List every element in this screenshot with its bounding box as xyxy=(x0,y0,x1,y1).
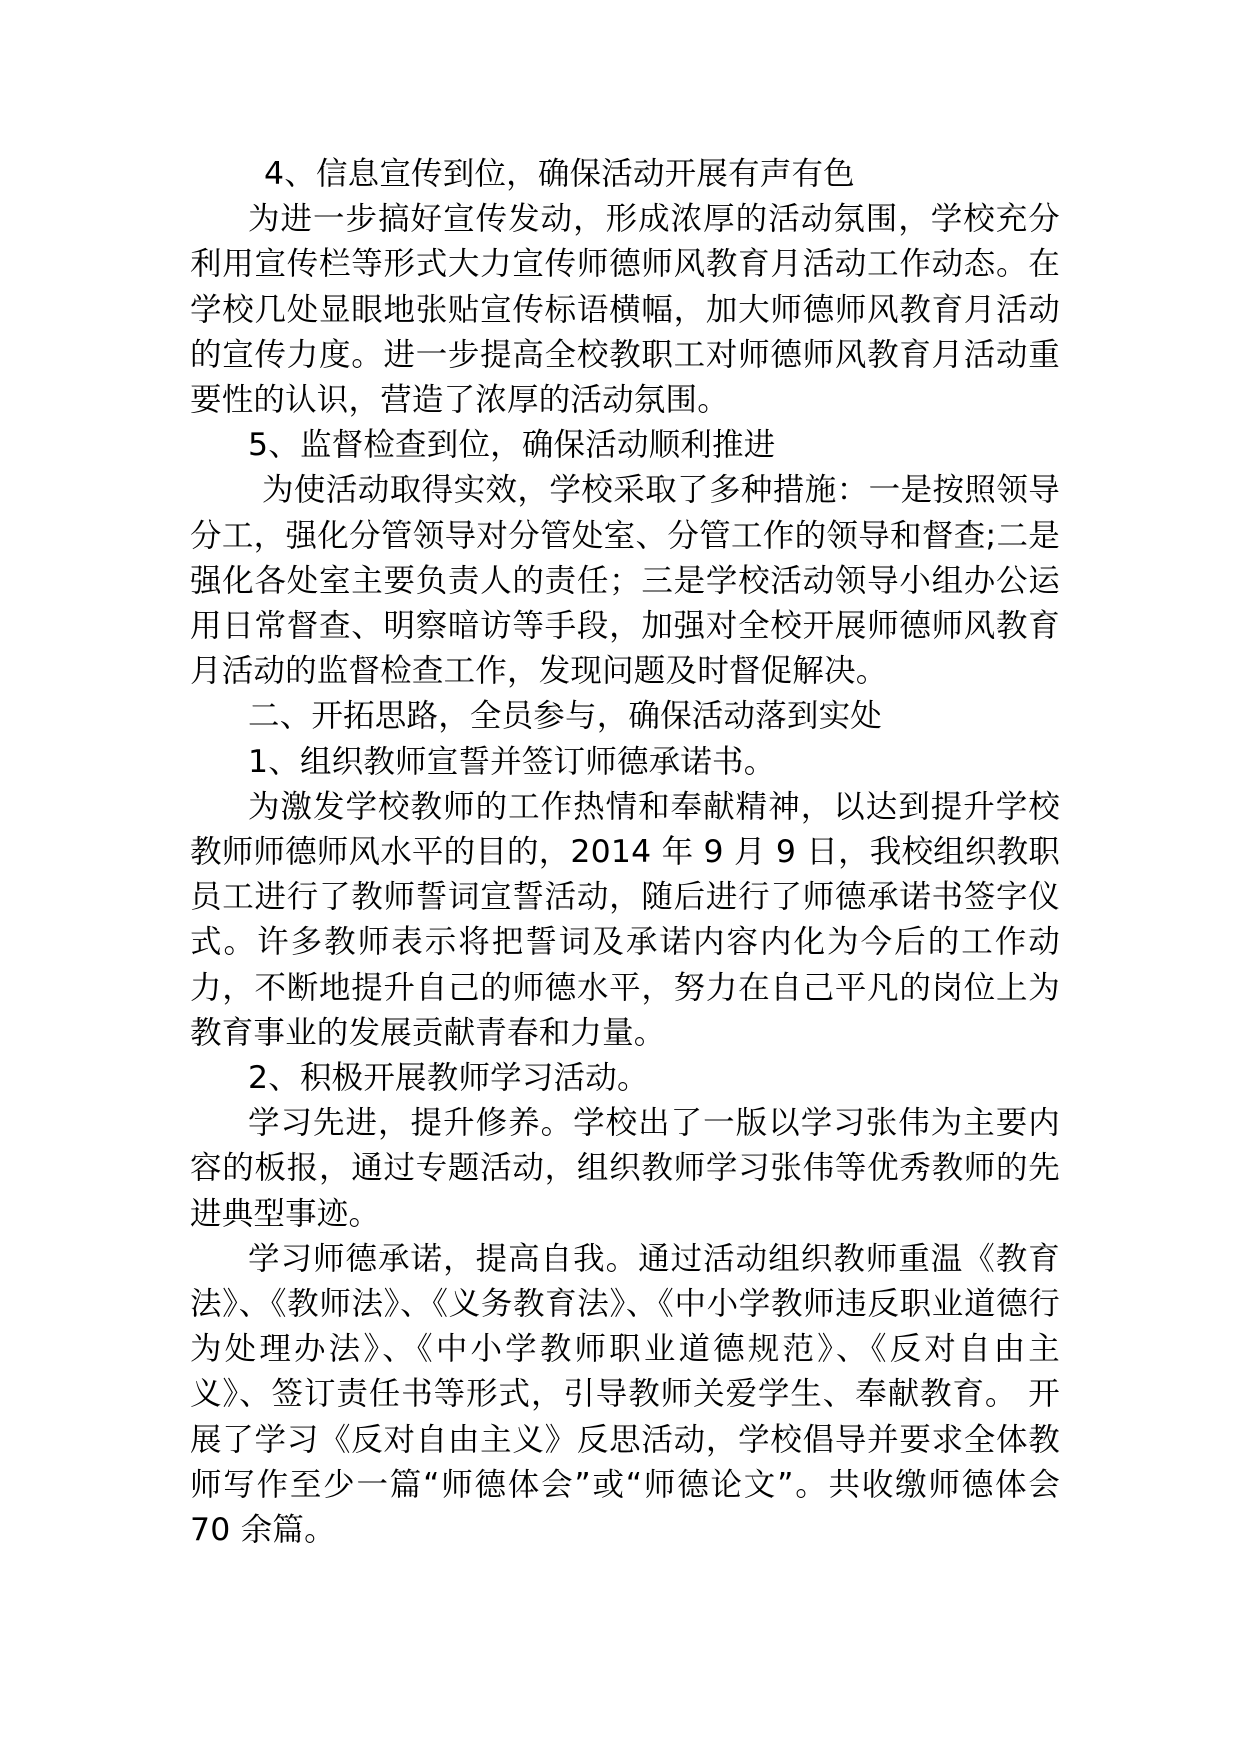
paragraph-study-advanced: 学习先进，提升修养。学校出了一版以学习张伟为主要内容的板报，通过专题活动，组织教师学习张伟等优秀教师的先进典型事迹。 xyxy=(190,1105,1060,1232)
paragraph-oath: 为激发学校教师的工作热情和奉献精神，以达到提升学校教师师德师风水平的目的，2014 年 9 月 9 日，我校组织教职员工进行了教师誓词宣誓活动，随后进行了师德承诺书签字仪式。许多教师表示将把誓词及承诺内容内化为今后的工作动力，不断地提升自己的师德水平，努力在自己平凡的岗位上为教育事业的发展贡献青春和力量。 xyxy=(190,788,1060,1051)
heading-study: 2、积极开展教师学习活动。 xyxy=(248,1060,649,1097)
paragraph-supervision: 为使活动取得实效，学校采取了多种措施：一是按照领导分工，强化分管领导对分管处室、分管工作的领导和督查;二是强化各处室主要负责人的责任；三是学校活动领导小组办公运用日常督查、明察暗访等手段，加强对全校开展师德师风教育月活动的监督检查工作，发现问题及时督促解决。 xyxy=(190,472,1060,690)
heading-oath: 1、组织教师宣誓并签订师德承诺书。 xyxy=(248,743,776,780)
document-body xyxy=(190,152,1060,1553)
heading-info-publicity: 4、信息宣传到位，确保活动开展有声有色 xyxy=(264,156,855,192)
heading-supervision: 5、监督检查到位，确保活动顺利推进 xyxy=(248,427,776,464)
paragraph-publicity: 为进一步搞好宣传发动，形成浓厚的活动氛围，学校充分利用宣传栏等形式大力宣传师德师风教育月活动工作动态。在学校几处显眼地张贴宣传标语横幅，加大师德师风教育月活动的宣传力度。进一步提高全校教职工对师德师风教育月活动重要性的认识，营造了浓厚的活动氛围。 xyxy=(190,201,1060,419)
paragraph-study-ethics: 学习师德承诺，提高自我。通过活动组织教师重温《教育法》、《教师法》、《义务教育法》、《中小学教师违反职业道德行为处理办法》、《中小学教师职业道德规范》、《反对自由主义》、签订责任书等形式，引导教师关爱学生、奉献教育。 开展了学习《反对自由主义》反思活动，学校倡导并要求全体教师写作至少一篇“师德体会”或“师德论文”。共收缴师德体会 70 余篇。 xyxy=(190,1240,1060,1549)
heading-section-two: 二、开拓思路，全员参与，确保活动落到实处 xyxy=(248,698,883,735)
